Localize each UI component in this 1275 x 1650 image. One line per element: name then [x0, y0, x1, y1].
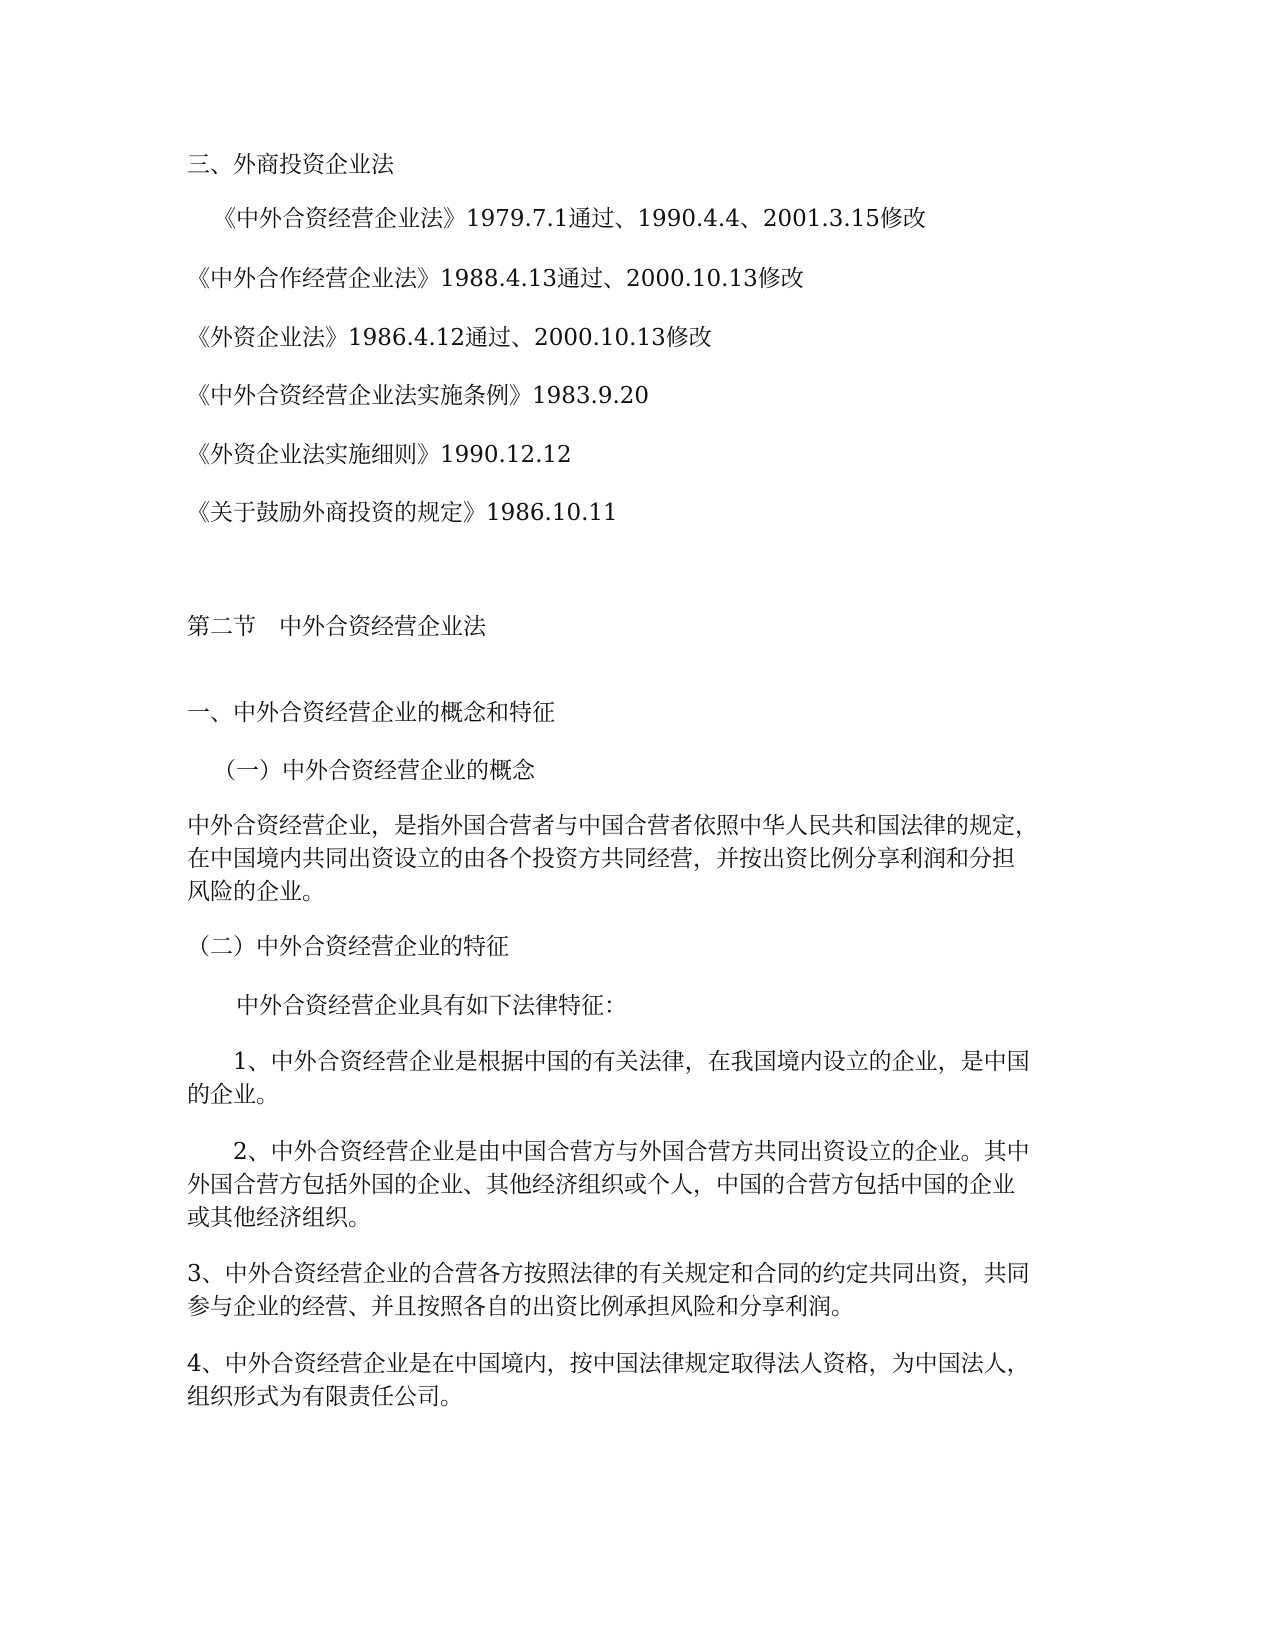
- feature-2-line-1: 2、中外合资经营企业是由中国合营方与外国合营方共同出资设立的企业。其中: [233, 1139, 1030, 1165]
- feature-3-line-2: 参与企业的经营、并且按照各自的出资比例承担风险和分享利润。: [187, 1294, 854, 1320]
- law-item-6: 《关于鼓励外商投资的规定》1986.10.11: [187, 500, 618, 526]
- feature-4-line-2: 组织形式为有限责任公司。: [187, 1384, 463, 1410]
- law-item-4: 《中外合资经营企业法实施条例》1983.9.20: [187, 383, 650, 409]
- heading-foreign-investment-law: 三、外商投资企业法: [187, 152, 394, 178]
- section-title: 第二节 中外合资经营企业法: [187, 614, 486, 640]
- feature-4-paragraph: [187, 1348, 1092, 1414]
- feature-4-line-1: 4、中外合资经营企业是在中国境内，按中国法律规定取得法人资格，为中国法人，: [187, 1351, 1030, 1377]
- feature-3-line-1: 3、中外合资经营企业的合营各方按照法律的有关规定和合同的约定共同出资，共同: [187, 1261, 1030, 1287]
- concept-line-3: 风险的企业。: [187, 879, 325, 905]
- law-item-5: 《外资企业法实施细则》1990.12.12: [187, 442, 572, 468]
- law-item-3: 《外资企业法》1986.4.12通过、2000.10.13修改: [187, 325, 712, 351]
- feature-1-paragraph: [187, 1046, 1092, 1112]
- features-intro: 中外合资经营企业具有如下法律特征：: [236, 993, 627, 1019]
- feature-2-paragraph: [187, 1136, 1092, 1235]
- subheading-concept-and-features: 一、中外合资经营企业的概念和特征: [187, 700, 555, 726]
- feature-2-line-3: 或其他经济组织。: [187, 1205, 371, 1231]
- concept-paragraph: [187, 810, 1092, 909]
- concept-heading: （一）中外合资经营企业的概念: [213, 758, 535, 784]
- law-item-1: 《中外合资经营企业法》1979.7.1通过、1990.4.4、2001.3.15修改: [213, 206, 926, 232]
- concept-line-1: 中外合资经营企业，是指外国合营者与中国合营者依照中华人民共和国法律的规定，: [187, 813, 1038, 839]
- feature-2-line-2: 外国合营方包括外国的企业、其他经济组织或个人，中国的合营方包括中国的企业: [187, 1172, 1015, 1198]
- concept-line-2: 在中国境内共同出资设立的由各个投资方共同经营，并按出资比例分享利润和分担: [187, 846, 1015, 872]
- law-item-2: 《中外合作经营企业法》1988.4.13通过、2000.10.13修改: [187, 266, 804, 292]
- feature-1-line-1: 1、中外合资经营企业是根据中国的有关法律，在我国境内设立的企业，是中国: [233, 1049, 1030, 1075]
- feature-3-paragraph: [187, 1258, 1092, 1324]
- features-heading: （二）中外合资经营企业的特征: [187, 934, 509, 960]
- feature-1-line-2: 的企业。: [187, 1082, 279, 1108]
